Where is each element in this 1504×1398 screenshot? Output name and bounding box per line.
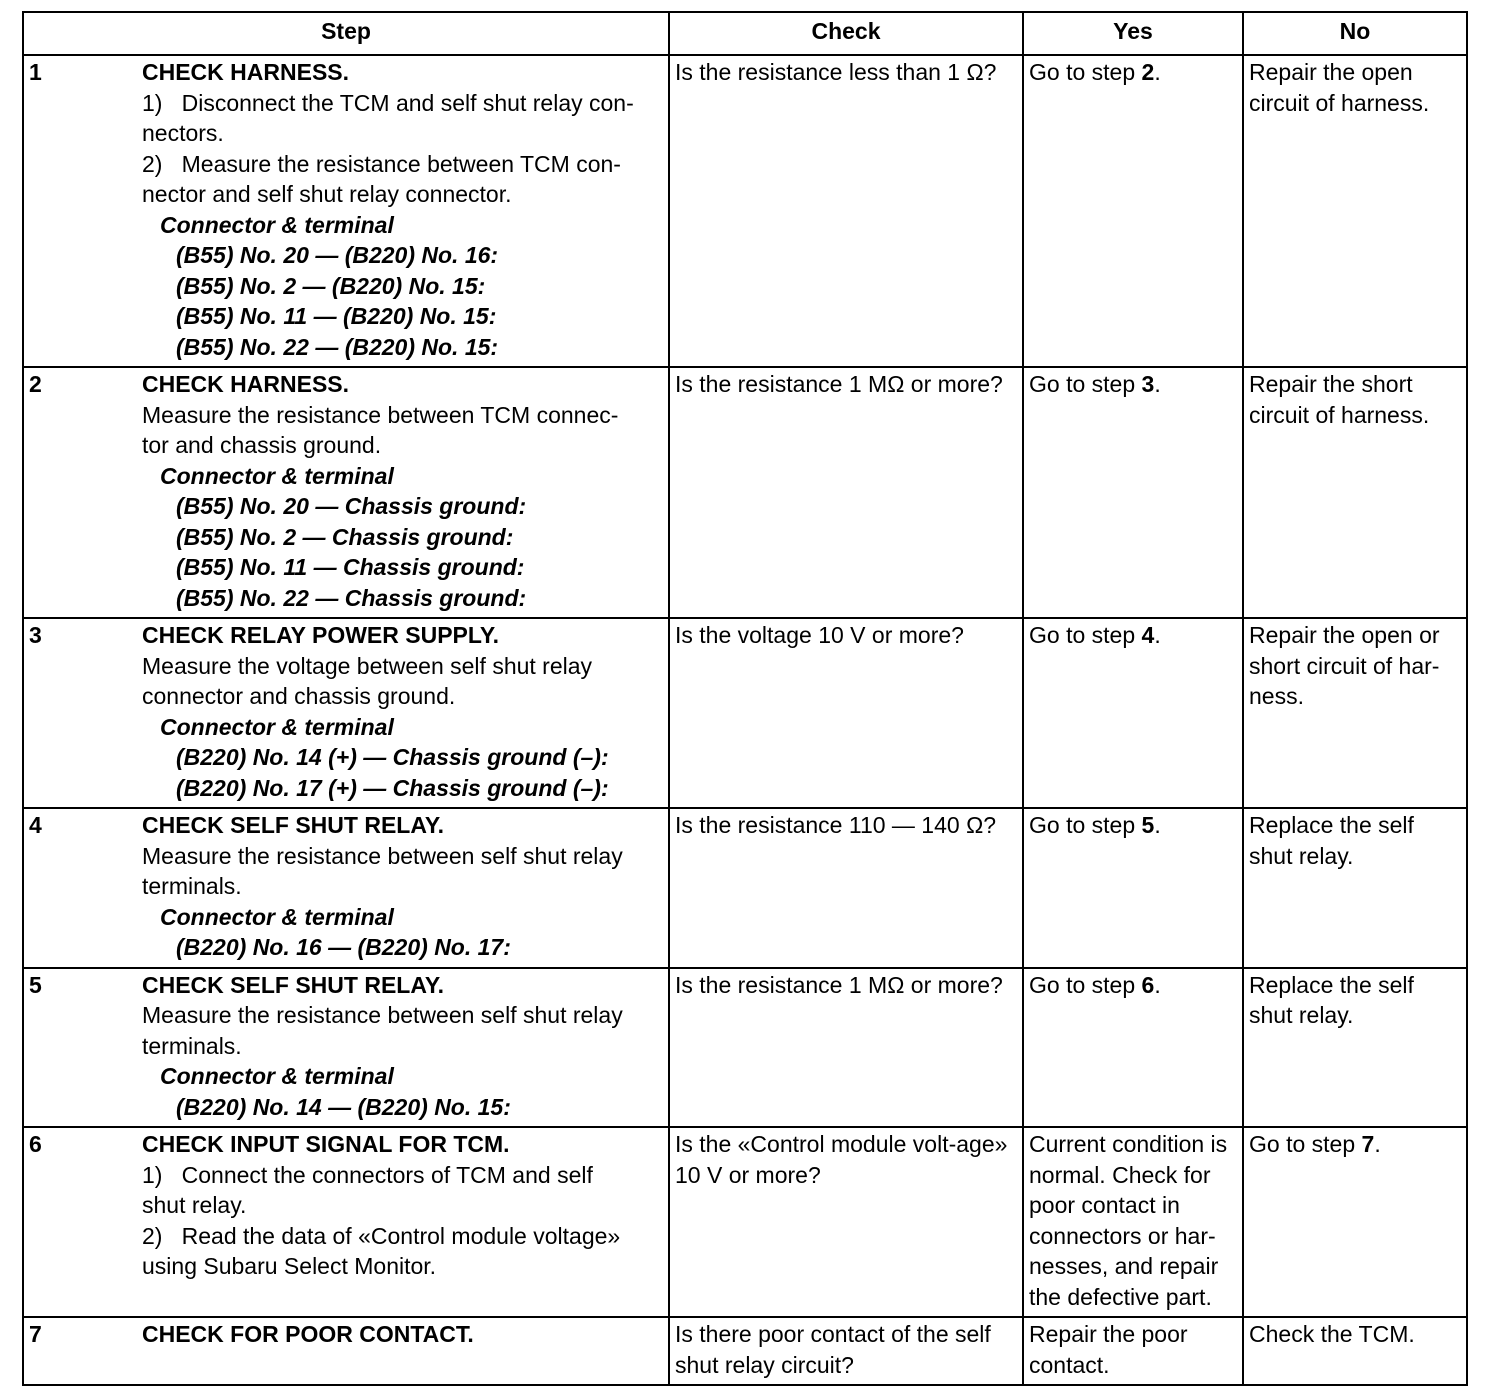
- header-yes: Yes: [1023, 12, 1243, 55]
- step-description: [142, 1317, 669, 1385]
- step-number: [23, 55, 142, 367]
- connector-caption: Connector & terminal: [160, 211, 394, 238]
- step-line: shut relay.: [142, 1192, 247, 1218]
- step-line: nectors.: [142, 120, 224, 146]
- check-cell: Is the resistance 110 — 140 Ω?: [669, 808, 1023, 968]
- yes-suffix: .: [1154, 812, 1161, 838]
- step-line: Measure the resistance between self shut relay: [142, 842, 623, 869]
- header-step: Step: [23, 12, 669, 55]
- step-line: tor and chassis ground.: [142, 432, 382, 458]
- no-cell: Repair the short circuit of harness.: [1243, 367, 1467, 618]
- yes-prefix: Go to step: [1029, 971, 1142, 998]
- yes-step-number: 2: [1141, 59, 1155, 85]
- no-cell: Replace the self shut relay.: [1243, 808, 1467, 968]
- table-row: [23, 1127, 1467, 1317]
- table-header-row: [23, 12, 1467, 55]
- step-line: using Subaru Select Monitor.: [142, 1253, 437, 1279]
- table-row: [23, 1317, 1467, 1385]
- terminal-spec: (B55) No. 20 — Chassis ground:: [176, 493, 527, 519]
- yes-prefix: Go to step: [1029, 812, 1142, 838]
- connector-caption: Connector & terminal: [160, 713, 394, 740]
- step-number-text: 5: [29, 971, 42, 998]
- step-number: [23, 1317, 142, 1385]
- terminal-spec: (B55) No. 2 — Chassis ground:: [176, 523, 514, 550]
- yes-suffix: .: [1154, 59, 1161, 85]
- yes-suffix: .: [1154, 622, 1161, 648]
- no-prefix: Go to step: [1249, 1131, 1362, 1157]
- step-title: CHECK SELF SHUT RELAY.: [142, 971, 445, 998]
- diagnostic-procedure-table: [22, 11, 1468, 1386]
- yes-prefix: Go to step: [1029, 371, 1142, 397]
- check-cell: Is there poor contact of the self shut relay circuit?: [669, 1317, 1023, 1385]
- terminal-spec: (B220) No. 17 (+) — Chassis ground (–):: [176, 774, 609, 801]
- terminal-spec: (B55) No. 11 — Chassis ground:: [176, 554, 525, 580]
- no-cell: Repair the open circuit of harness.: [1243, 55, 1467, 367]
- step-line: Measure the resistance between self shut relay: [142, 1002, 623, 1028]
- step-line: nector and self shut relay connector.: [142, 181, 512, 207]
- yes-step-number: 5: [1141, 812, 1155, 838]
- terminal-spec: (B55) No. 20 — (B220) No. 16:: [176, 242, 499, 268]
- step-number-text: 2: [29, 371, 42, 397]
- no-step-number: 7: [1361, 1131, 1375, 1157]
- step-title: CHECK RELAY POWER SUPPLY.: [142, 622, 500, 648]
- step-number-text: 6: [29, 1131, 42, 1157]
- connector-caption: Connector & terminal: [160, 1063, 394, 1089]
- check-cell: Is the «Control module volt-age» 10 V or more?: [669, 1127, 1023, 1317]
- table-row: [23, 618, 1467, 808]
- terminal-spec: (B220) No. 14 — (B220) No. 15:: [176, 1093, 511, 1120]
- step-number-text: 4: [29, 812, 42, 838]
- no-suffix: .: [1374, 1131, 1381, 1157]
- step-line: 2) Read the data of «Control module voltage»: [142, 1222, 621, 1249]
- check-cell: Is the voltage 10 V or more?: [669, 618, 1023, 808]
- step-line: connector and chassis ground.: [142, 683, 456, 709]
- table-row: [23, 808, 1467, 968]
- terminal-spec: (B55) No. 11 — (B220) No. 15:: [176, 303, 497, 329]
- step-number: [23, 618, 142, 808]
- step-line: Measure the voltage between self shut relay: [142, 652, 593, 679]
- terminal-spec: (B55) No. 2 — (B220) No. 15:: [176, 272, 486, 299]
- table-row: [23, 55, 1467, 367]
- terminal-spec: (B55) No. 22 — (B220) No. 15:: [176, 333, 499, 360]
- terminal-spec: (B220) No. 14 (+) — Chassis ground (–):: [176, 744, 609, 770]
- step-line: 2) Measure the resistance between TCM con-: [142, 150, 621, 177]
- table-row: [23, 968, 1467, 1128]
- connector-caption: Connector & terminal: [160, 903, 394, 930]
- step-number: [23, 808, 142, 968]
- step-line: 1) Connect the connectors of TCM and self: [142, 1161, 593, 1188]
- step-line: terminals.: [142, 873, 242, 899]
- yes-cell: [1023, 618, 1243, 808]
- step-line: Measure the resistance between TCM connec-: [142, 401, 619, 428]
- yes-cell: Repair the poor contact.: [1023, 1317, 1243, 1385]
- step-number: [23, 1127, 142, 1317]
- table-row: [23, 367, 1467, 618]
- step-title: CHECK FOR POOR CONTACT.: [142, 1321, 474, 1347]
- step-description: [142, 1127, 669, 1317]
- step-description: [142, 367, 669, 618]
- yes-step-number: 6: [1141, 971, 1155, 998]
- no-cell: Replace the self shut relay.: [1243, 968, 1467, 1128]
- yes-suffix: .: [1154, 371, 1161, 397]
- yes-cell: [1023, 808, 1243, 968]
- connector-caption: Connector & terminal: [160, 462, 394, 489]
- yes-cell: [1023, 55, 1243, 367]
- no-cell: Repair the open or short circuit of har-ness.: [1243, 618, 1467, 808]
- no-cell: [1243, 1127, 1467, 1317]
- step-title: CHECK HARNESS.: [142, 371, 350, 397]
- step-number: [23, 367, 142, 618]
- yes-prefix: Go to step: [1029, 622, 1142, 648]
- step-number-text: 3: [29, 622, 42, 648]
- step-description: [142, 808, 669, 968]
- step-number-text: 7: [29, 1321, 42, 1347]
- step-description: [142, 968, 669, 1128]
- step-title: CHECK SELF SHUT RELAY.: [142, 812, 445, 838]
- terminal-spec: (B220) No. 16 — (B220) No. 17:: [176, 934, 511, 960]
- step-line: terminals.: [142, 1032, 242, 1059]
- yes-suffix: .: [1154, 971, 1161, 998]
- terminal-spec: (B55) No. 22 — Chassis ground:: [176, 584, 527, 611]
- header-no: No: [1243, 12, 1467, 55]
- step-title: CHECK INPUT SIGNAL FOR TCM.: [142, 1131, 510, 1157]
- check-cell: Is the resistance less than 1 Ω?: [669, 55, 1023, 367]
- yes-cell: [1023, 968, 1243, 1128]
- check-cell: Is the resistance 1 MΩ or more?: [669, 968, 1023, 1128]
- yes-cell: [1023, 367, 1243, 618]
- step-number-text: 1: [29, 59, 42, 85]
- yes-prefix: Go to step: [1029, 59, 1142, 85]
- header-check: Check: [669, 12, 1023, 55]
- yes-cell: Current condition is normal. Check for poor contact in connectors or har-nesses, and repair the defective part.: [1023, 1127, 1243, 1317]
- yes-step-number: 4: [1141, 622, 1155, 648]
- step-description: [142, 55, 669, 367]
- step-description: [142, 618, 669, 808]
- step-number: [23, 968, 142, 1128]
- step-line: 1) Disconnect the TCM and self shut relay con-: [142, 89, 634, 116]
- check-cell: Is the resistance 1 MΩ or more?: [669, 367, 1023, 618]
- step-title: CHECK HARNESS.: [142, 59, 350, 85]
- no-cell: Check the TCM.: [1243, 1317, 1467, 1385]
- yes-step-number: 3: [1141, 371, 1155, 397]
